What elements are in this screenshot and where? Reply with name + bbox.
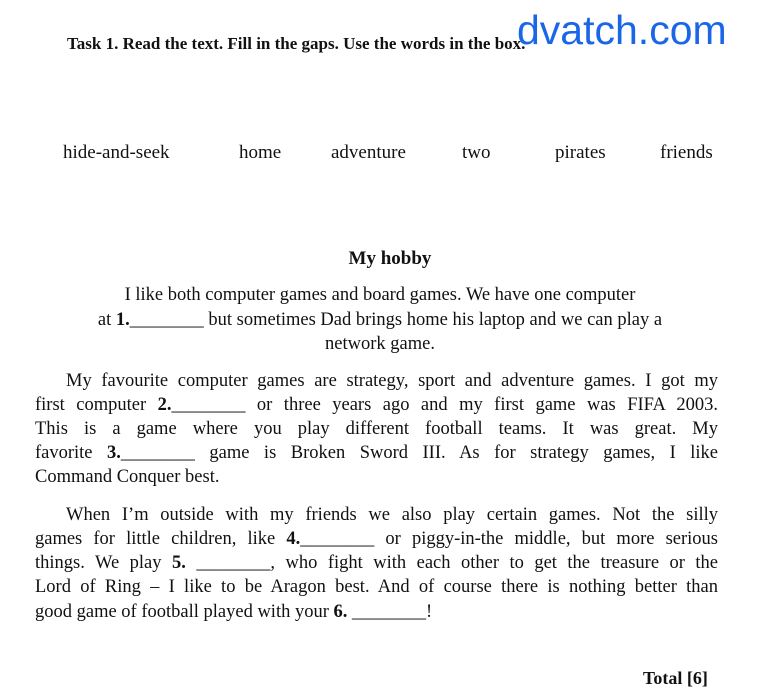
box-word-friends: friends: [660, 142, 713, 163]
p2-line-1: My favourite computer games are strategy, sport and adventure games. I got my: [66, 371, 718, 391]
p3-line-1: When I’m outside with my friends we also play certain games. Not the silly: [66, 505, 718, 525]
p3-line-5: good game of football played with your 6. ________!: [35, 602, 433, 622]
p3-line-4: Lord of Ring – I like to be Aragon best. And of course there is nothing better than: [35, 577, 718, 597]
p2-line-2: first computer 2.________ or three years ago and my first game was FIFA 2003.: [35, 395, 718, 415]
gap-5[interactable]: ________: [196, 553, 271, 573]
gap-4[interactable]: ________: [300, 529, 375, 549]
box-word-hide-and-seek: hide-and-seek: [63, 142, 170, 163]
text-title: My hobby: [348, 248, 432, 269]
gap-2[interactable]: ________: [171, 395, 246, 415]
p1-line-1: I like both computer games and board games. We have one computer: [124, 285, 636, 305]
p2-line-4: favorite 3.________ game is Broken Sword III. As for strategy games, I like: [35, 443, 718, 463]
gap-3[interactable]: ________: [120, 443, 195, 463]
p2-line-3: This is a game where you play different football teams. It was great. My: [35, 419, 718, 439]
total-score: Total [6]: [643, 668, 708, 688]
box-word-two: two: [462, 142, 491, 163]
p1-line-3: network game.: [325, 334, 435, 354]
gap-6[interactable]: ________: [352, 602, 427, 622]
watermark: dvatch.com: [517, 7, 727, 53]
box-word-pirates: pirates: [555, 142, 606, 163]
p3-line-3: things. We play 5. ________, who fight with each other to get the treasure or the: [35, 553, 719, 573]
gap-1[interactable]: ________: [129, 310, 204, 330]
box-word-adventure: adventure: [331, 142, 406, 163]
p2-line-5: Command Conquer best.: [35, 467, 220, 487]
box-word-home: home: [239, 142, 282, 163]
p1-line-2: at 1.________ but sometimes Dad brings home his laptop and we can play a: [97, 310, 663, 330]
task-instruction: Task 1. Read the text. Fill in the gaps. Use the words in the box.: [67, 34, 526, 53]
p3-line-2: games for little children, like 4.________ or piggy-in-the middle, but more serious: [35, 529, 718, 549]
